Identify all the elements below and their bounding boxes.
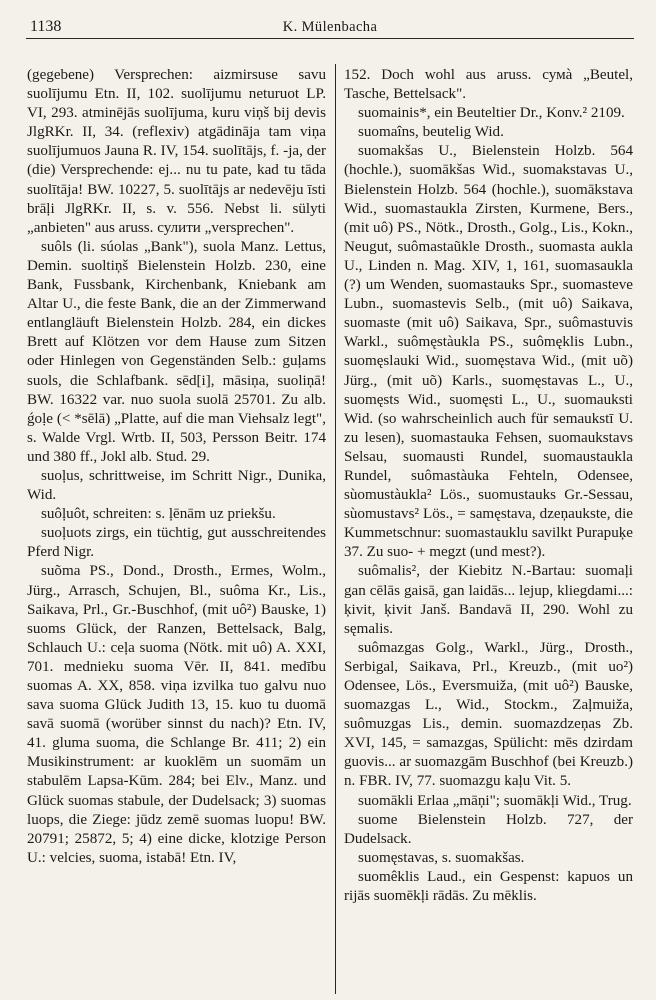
entry-paragraph: 152. Doch wohl aus aruss. сумà „Beutel, Tasche, Bettelsack". (344, 67, 633, 103)
left-column (27, 66, 326, 868)
entry-paragraph: suomęstavas, s. suomakšas. (358, 849, 525, 866)
entry-paragraph: suômalis², der Kiebitz N.-Bartau: suomaļi gan cēlās gaisā, gan laidās... lejup, kliegdami...: ķivit, ķivit Janš. Bandavā II, 290. Wohl zu sęmalis. (344, 563, 633, 637)
page-header (26, 12, 634, 39)
entry-paragraph: suôļuôt, schreiten: s. ļēnām uz priekšu. (41, 506, 276, 523)
entry-paragraph: suomākli Erlaa „māņi"; suomākļi Wid., Trug. (358, 792, 632, 809)
entry-paragraph: suõma PS., Dond., Drosth., Ermes, Wolm., Jürg., Arrasch, Schujen, Bl., suôma Kr., Lis., Saikava, Prl., Gr.-Buschhof, (mit uô²) Bauske, 1) suoms Glück, der Ranzen, Bettelsack, Balg, Schlauch U.: ceļa suoma (Nötk. mit uô) A. XXI, 701. mednieku suoma Vēr. II, 841. medību suomas A. XX, 858. viņa izvilka tuo galvu nuo sava suoma Glück Judith 13, 15. kuo tu duomā savā suomā (worüber sinnst du nach)? Etn. IV, 41. gluma suoma, die Schlange Br. 411; 2) ein Musikinstrument: ar kuoklēm un suomām un stabulēm Lapsa-Kūm. 284; bei Elv., Manz. und Glück suomas stabule, der Dudelsack; 3) suomas luops, die Ziege: jūdz zemē suomas luopu! BW. 20791; 25872, 5; 4) eine dicke, klotzige Person U.: velcies, suoma, istabā! Etn. IV, (27, 563, 326, 866)
entry-paragraph: suomakšas U., Bielenstein Holzb. 564 (hochle.), suomākšas Wid., suomakstavas U., Bielenstein Holzb. 564 (hochle.), suomākstava Wid., suomastaukla Zirsten, Kurmene, Bers., (mit uô) PS., Nötk., Drosth., Golg., Lis., Kokn., Neugut, suômastaũkle Drosth., suomasta aukla U., Linden n. Mag. XIV, 1, 161, suomasaukla (?) um Wenden, suomastauks Spr., suomasteve Lubn., suomastevis Selb., (mit uô) Saikava, suomaste (mit uô) Saikava, Spr., suômastuvis Warkl., suômęstàukla PS., suômęklis Lubn., suomęslauki Wid., suomęstava Wid., (mit uõ) Jürg., (mit uõ) Karls., suomęstavas L., U., suomęsts Wid., suomęsti L., U., suomauksti Wid. (so wahrscheinlich auch für semaukstī U. zu lesen), suomastauka Fehsen, suomaukstavs Selsau, suomausti Rundel, suomaustaukla Rundel, suômastàuka Fehteln, Odensee, sùomustàukla² Lös., suomustauks Gr.-Sessau, sùomustavs² Lös., = samęstava, dzeņaukste, die Kummetschnur: suomastauklu savilkt Purapuķe 37. Zu suo- + megzt (und mest?). (344, 143, 633, 561)
column-divider (335, 64, 336, 994)
entry-paragraph: suoļus, schrittweise, im Schritt Nigr., Dunika, Wid. (27, 467, 326, 504)
entry-paragraph: suomainis*, ein Beuteltier Dr., Konv.² 2109. (358, 105, 625, 122)
entry-paragraph: (gegebene) Versprechen: aizmirsuse savu suolījumu Etn. II, 102. suolījumu neturuot LP. VI, 293. atminējās suolījuma, kuru viņš bij devis JlgRKr. II, 34. (reflexiv) atgādināja tam viņa suolījumuos Jauna R. IV, 154. suolītājs, f. -ja, der (die) Versprechende: ej... nu tu pate, kad tu tāda suolītāja! BW. 10227, 5. suolītājs ar nedevēju īsti brāļi JlgRKr. II, s. v. 556. Nebst li. sülyti „anbieten" aus aruss. сулити „versprechen". (27, 67, 326, 236)
entry-paragraph: suoļuots zirgs, ein tüchtig, gut ausschreitendes Pferd Nigr. (27, 525, 326, 561)
entry-paragraph: suôls (li. súolas „Bank"), suola Manz. Lettus, Demin. suoltiņš Bielenstein Holzb. 230, eine Bank, Fussbank, Kirchenbank, Kniebank am Altar U., die feste Bank, die an der Zimmerwand entlangläuft Bielenstein Holzb. 284, ein dickes Brett auf Klötzen vor dem Hause zum Sitzen oder Hinlegen von Gegenständen Selb.: guļams suols, die Schlafbank. sēd[i], māsiņa, suoliņā! BW. 16322 var. nuo suola suolā 25701. Zu alb. ǵoḷe (< *sēlā) „Platte, auf die man Viehsalz legt", s. Walde Vrgl. Wrtb. II, 503, Persson Beitr. 174 und 380 ff., Jokl alb. Stud. 29. (27, 238, 326, 465)
entry-paragraph: suômazgas Golg., Warkl., Jürg., Drosth., Serbigal, Saikava, Prl., Kreuzb., (mit uo²) Odensee, Lös., Eversmuiža, (mit uô²) Bauske, suomazgas L., Wid., Stockm., Zaļmuiža, suômuzgas Lis., demin. suomazdzeņas Zb. XVI, 145, = samazgas, Spülicht: mēs dzirdam guovis... ar suomazgām Buschhof (bei Kreuzb.) n. FBR. IV, 77. suomazgu kaļu Vit. 5. (344, 639, 633, 790)
right-column (344, 66, 633, 906)
entry-paragraph: suome Bielenstein Holzb. 727, der Dudelsack. (344, 811, 633, 847)
page-number: 1138 (30, 18, 62, 35)
running-head: K. Mülenbacha (282, 19, 378, 35)
entry-paragraph: suomêklis Laud., ein Gespenst: kapuos un rijās suomēkļi rādās. Zu mēklis. (344, 868, 633, 905)
entry-paragraph: suomaîns, beutelig Wid. (358, 124, 504, 141)
